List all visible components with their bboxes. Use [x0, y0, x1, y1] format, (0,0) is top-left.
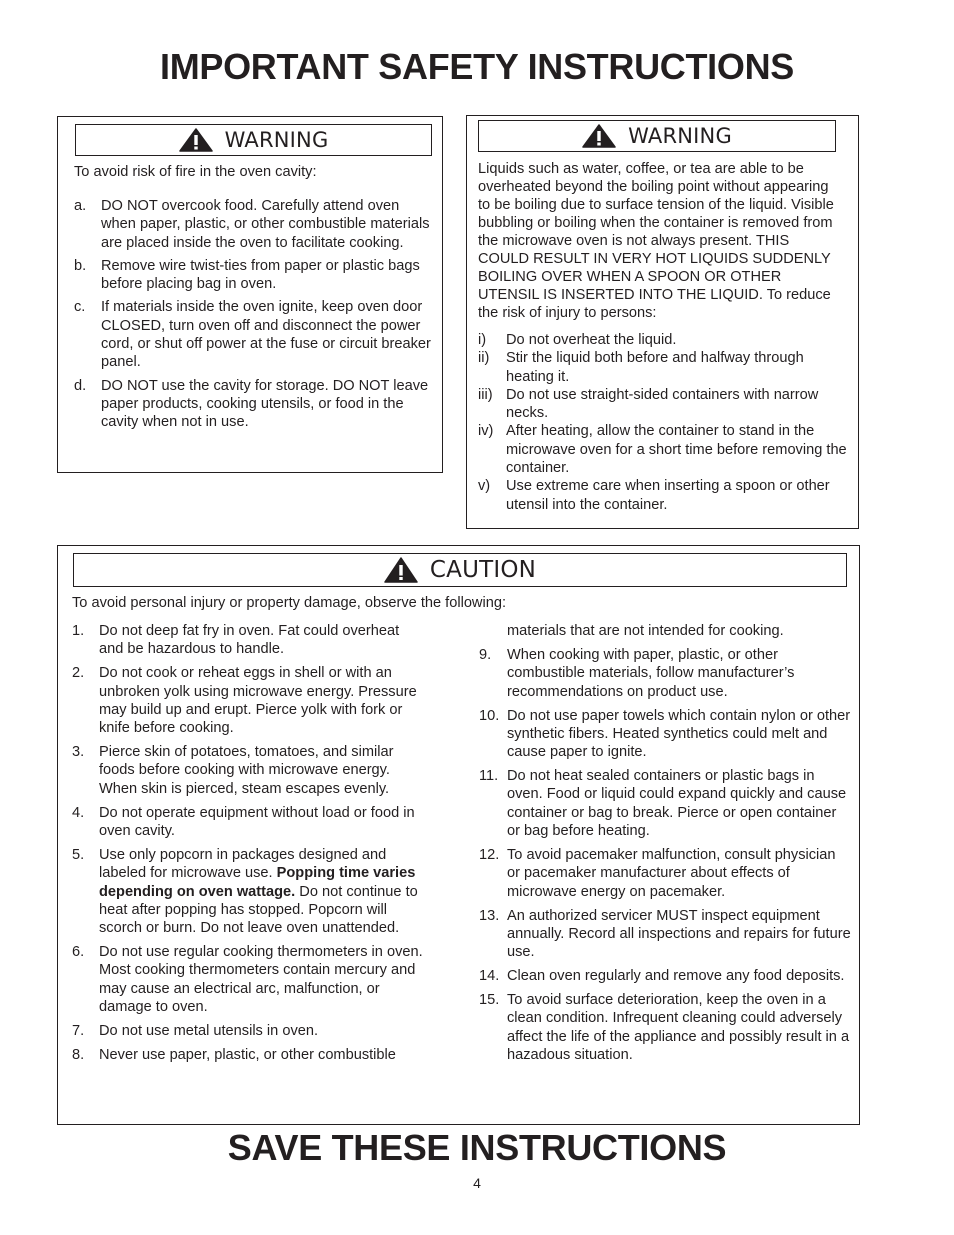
item-text: Do not use straight-sided containers with narrow necks. — [506, 386, 819, 422]
list-item — [72, 943, 424, 1016]
item-text: Do not use paper towels which contain nylon or other synthetic fibers. Heated synthetics could melt and cause paper to ignite. — [507, 707, 851, 761]
item-marker: 5. — [72, 847, 85, 864]
save-instructions-title: SAVE THESE INSTRUCTIONS — [227, 1127, 727, 1168]
caution-box — [57, 545, 860, 1125]
item-text: Stir the liquid both before and halfway through heating it. — [506, 350, 804, 385]
item-text: Do not heat sealed containers or plastic bags in oven. Food or liquid could expand quickly and cause container or bag to break. Pierce or open container or bag before heating. — [507, 768, 847, 840]
item-text: Pierce skin of potatoes, tomatoes, and similar foods before cooking with microwave energy. When skin is pierced, steam escapes evenly. — [99, 744, 394, 797]
warning-fire-box — [57, 116, 443, 473]
list-item — [72, 664, 424, 737]
item-text: Use extreme care when inserting a spoon or other utensil into the container. — [506, 478, 830, 513]
item-marker: 8. — [72, 1047, 85, 1064]
item-marker: 13. — [479, 907, 500, 924]
warning-liquids-box — [466, 115, 859, 529]
item-marker: 10. — [479, 707, 500, 724]
warning-label: WARNING — [628, 124, 732, 148]
list-item — [479, 767, 851, 840]
list-item — [479, 907, 851, 962]
warning-fire-intro: To avoid risk of fire in the oven cavity: — [74, 164, 317, 180]
list-item — [72, 1046, 424, 1064]
item-text: Do not operate equipment without load or food in oven cavity. — [99, 804, 415, 840]
list-item — [72, 622, 424, 659]
item-marker: 3. — [72, 744, 85, 761]
list-item — [74, 197, 431, 252]
list-item — [479, 991, 851, 1064]
list-item — [478, 477, 848, 514]
item-marker: c. — [74, 299, 86, 316]
warning-triangle-icon — [179, 128, 213, 152]
list-item — [74, 377, 431, 432]
warning-fire-list — [74, 197, 431, 437]
item-text-bold: Popping time varies depending on oven wattage. — [99, 865, 416, 900]
item-marker: 11. — [479, 768, 499, 785]
item-marker: v) — [478, 478, 491, 495]
warning-label: WARNING — [224, 128, 329, 152]
item-text: If materials inside the oven ignite, keep oven door CLOSED, turn oven off and disconnect the power cord, or shut off power at the fuse or circuit breaker panel. — [101, 299, 431, 371]
item-marker: 9. — [479, 646, 492, 663]
item-text: Do not continue to heat after popping has stopped. Popcorn will scorch or burn. Do not leave oven unattended. — [99, 883, 418, 937]
item-marker: 4. — [72, 804, 85, 821]
list-item — [72, 743, 424, 798]
item-marker: 1. — [72, 623, 85, 639]
list-item — [478, 331, 848, 349]
caution-label: CAUTION — [429, 557, 537, 583]
item-text: Do not deep fat fry in oven. Fat could overheat and be hazardous to handle. — [99, 623, 400, 658]
list-item — [74, 257, 431, 294]
item-marker: a. — [74, 198, 87, 214]
warning-liquids-list — [478, 331, 848, 514]
warning-triangle-icon — [582, 124, 616, 148]
page-title: IMPORTANT SAFETY INSTRUCTIONS — [160, 46, 794, 87]
item-text: To avoid surface deterioration, keep the oven in a clean condition. Infrequent cleaning could adversely affect the life of the appliance and possibly result in a hazadous situation. — [507, 992, 850, 1064]
item-text: Clean oven regularly and remove any food deposits. — [507, 968, 845, 985]
item-marker: 2. — [72, 665, 85, 682]
list-item — [479, 707, 851, 762]
item-marker: 7. — [72, 1023, 85, 1040]
item-marker: ii) — [478, 350, 490, 367]
item-text: When cooking with paper, plastic, or other combustible materials, follow manufacturer’s recommendations on product use. — [507, 646, 795, 700]
list-item — [74, 298, 431, 371]
item-text: After heating, allow the container to stand in the microwave oven for a short time before removing the container. — [506, 423, 847, 477]
caution-banner — [73, 553, 847, 587]
item-marker: i) — [478, 332, 487, 348]
list-item — [72, 1022, 424, 1040]
item-marker: 6. — [72, 944, 85, 961]
warning-liquids-intro: Liquids such as water, coffee, or tea are able to be overheated beyond the boiling point without appearing to be boiling due to surface tension of the liquid. Visible bubbling or boiling when the container is removed from the microwave oven is not always present. THIS COULD RESULT IN VERY HOT LIQUIDS SUDDENLY BOILING OVER WHEN A SPOON OR OTHER UTENSIL IS INSERTED INTO THE LIQUID. To reduce the risk of injury to persons: — [478, 161, 834, 321]
item-text: materials that are not intended for cooking. — [507, 623, 784, 639]
item-marker: iii) — [478, 386, 493, 403]
warning-banner — [75, 124, 432, 156]
list-item-continued — [479, 622, 851, 640]
item-text: Use only popcorn in packages designed and labeled for microwave use. — [99, 847, 387, 882]
warning-banner — [478, 120, 836, 152]
warning-triangle-icon — [384, 557, 418, 583]
list-item — [479, 967, 851, 985]
item-text: Do not cook or reheat eggs in shell or with an unbroken yolk using microwave energy. Pressure may build up and erupt. Pierce yolk with fork or knife before cooking. — [99, 665, 417, 737]
item-marker: iv) — [478, 423, 494, 440]
item-marker: b. — [74, 257, 87, 274]
item-text: Remove wire twist-ties from paper or plastic bags before placing bag in oven. — [101, 257, 420, 293]
list-item — [479, 646, 851, 701]
item-text: DO NOT use the cavity for storage. DO NOT leave paper products, cooking utensils, or food in the cavity when not in use. — [101, 377, 429, 431]
item-text: DO NOT overcook food. Carefully attend oven when paper, plastic, or other combustible materials are placed inside the oven to facilitate cooking. — [101, 198, 430, 251]
item-text: Do not overheat the liquid. — [506, 332, 677, 348]
list-item — [479, 846, 851, 901]
caution-list-left — [72, 622, 424, 1070]
caution-list-right — [479, 622, 851, 1070]
item-text: Do not use metal utensils in oven. — [99, 1023, 319, 1040]
item-marker: 12. — [479, 847, 500, 864]
item-text: Never use paper, plastic, or other combustible — [99, 1047, 396, 1064]
item-text: An authorized servicer MUST inspect equipment annually. Record all inspections and repairs for future use. — [507, 907, 851, 961]
caution-intro: To avoid personal injury or property damage, observe the following: — [72, 595, 506, 611]
item-marker: d. — [74, 377, 87, 394]
item-text: To avoid pacemaker malfunction, consult physician or pacemaker manufacturer about effects of microwave energy on pacemaker. — [507, 847, 836, 900]
list-item — [478, 349, 848, 386]
item-marker: 15. — [479, 992, 500, 1009]
item-marker: 14. — [479, 968, 500, 985]
list-item — [478, 422, 848, 477]
item-text: Do not use regular cooking thermometers in oven. Most cooking thermometers contain mercury and may cause an electrical arc, malfunction, or damage to oven. — [99, 944, 423, 1016]
list-item — [72, 804, 424, 841]
list-item — [478, 386, 848, 423]
list-item — [72, 846, 424, 937]
page-number: 4 — [473, 1175, 481, 1191]
